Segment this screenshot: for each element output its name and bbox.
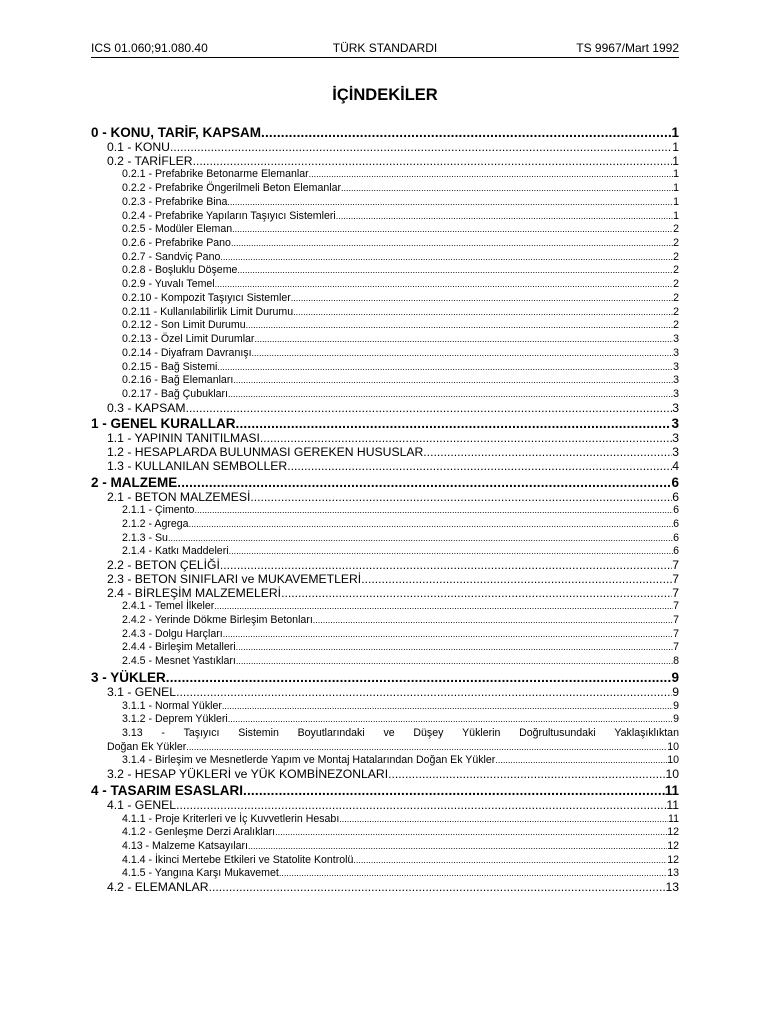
toc-entry-label: 0.2.7 - Sandviç Pano [122, 250, 221, 263]
toc-page-number: 12 [667, 840, 679, 852]
toc-leader-dots [236, 655, 673, 669]
toc-entry-label: 1.1 - YAPININ TANITILMASI [107, 431, 260, 446]
toc-page-number: 6 [673, 545, 679, 558]
toc-page-number: 7 [672, 558, 679, 573]
toc-entry[interactable] [91, 223, 679, 237]
toc-page-number: 11 [666, 797, 679, 812]
toc-leader-dots [232, 223, 673, 237]
toc-entry-label: 0 - KONU, TARİF, KAPSAM [91, 125, 262, 140]
toc-entry-label: Doğan Ek Yükler [107, 740, 187, 753]
toc-page-number: 2 [673, 319, 679, 332]
table-of-contents [91, 124, 679, 895]
toc-entry[interactable] [91, 754, 679, 768]
toc-leader-dots [176, 799, 666, 813]
toc-page-number: 9 [671, 669, 679, 685]
toc-leader-dots [189, 518, 674, 532]
toc-entry[interactable] [91, 587, 679, 601]
toc-entry-label: 0.3 - KAPSAM [107, 400, 186, 415]
toc-entry[interactable] [91, 628, 679, 642]
toc-entry-label: 2.4.3 - Dolgu Harçları [122, 627, 223, 640]
toc-page-number: 1 [673, 195, 679, 208]
toc-entry[interactable] [91, 854, 679, 868]
toc-entry-label: 4 - TASARIM ESASLARI [91, 782, 244, 798]
toc-entry[interactable] [91, 813, 679, 827]
toc-entry[interactable] [91, 518, 679, 532]
toc-page-number: 2 [673, 305, 679, 318]
toc-page-number: 11 [664, 782, 679, 798]
toc-entry-label: 2.1 - BETON MALZEMESİ [107, 489, 251, 504]
toc-entry-label: 2.1.1 - Çimento [122, 504, 195, 517]
toc-entry-word: Taşıyıcı [183, 727, 220, 740]
toc-entry-label: 2.4 - BİRLEŞİM MALZEMELERİ [107, 585, 282, 600]
toc-leader-dots [293, 306, 673, 320]
toc-entry-label: 4.1.4 - İkinci Mertebe Etkileri ve Statolite Kontrolü [122, 853, 354, 866]
toc-page-number: 2 [673, 237, 679, 250]
toc-leader-dots [388, 768, 665, 782]
toc-page-number: 13 [667, 867, 679, 880]
toc-leader-dots [168, 532, 673, 546]
toc-entry[interactable] [91, 168, 679, 182]
toc-page-number: 6 [673, 504, 679, 517]
toc-page-number: 1 [673, 209, 679, 222]
header-rule [91, 57, 679, 58]
toc-entry-label: 2.4.1 - Temel İlkeler [122, 600, 215, 613]
toc-leader-dots [353, 854, 667, 868]
toc-leader-dots [228, 713, 673, 727]
toc-entry-label: 4.1.1 - Proje Kriterleri ve İç Kuvvetlerin Hesabı [122, 812, 340, 825]
toc-entry[interactable] [91, 264, 679, 278]
toc-leader-dots [236, 415, 672, 432]
toc-page-number: 1 [672, 140, 679, 154]
toc-page-number: 8 [673, 655, 679, 668]
toc-leader-dots [261, 124, 671, 141]
toc-entry-label: 0.2.11 - Kullanılabilirlik Limit Durumu [122, 305, 294, 318]
toc-page-number: 12 [667, 853, 679, 866]
toc-leader-dots [243, 782, 665, 799]
toc-entry[interactable] [91, 686, 679, 700]
standard-name: TÜRK STANDARDI [332, 41, 438, 55]
toc-entry[interactable] [91, 669, 679, 686]
toc-entry-label: 2.2 - BETON ÇELİĞİ [107, 558, 220, 573]
toc-entry-label: 4.1.5 - Yangına Karşı Mukavemet [122, 867, 279, 880]
toc-entry[interactable] [91, 402, 679, 416]
toc-entry[interactable] [91, 388, 679, 402]
toc-page-number: 6 [673, 517, 679, 530]
toc-entry[interactable] [91, 573, 679, 587]
toc-entry[interactable] [91, 237, 679, 251]
toc-leader-dots [495, 754, 667, 768]
toc-page-number: 3 [673, 387, 679, 400]
toc-entry-line-2 [107, 741, 679, 755]
toc-entry-label: 1.2 - HESAPLARDA BULUNMASI GEREKEN HUSUSLAR [107, 445, 424, 460]
toc-page-number: 7 [673, 641, 679, 654]
toc-page-number: 6 [672, 489, 679, 504]
toc-entry[interactable] [91, 881, 679, 895]
toc-entry-label: 0.2.2 - Prefabrike Öngerilmeli Beton Elemanlar [122, 182, 342, 195]
toc-entry-word: ve [383, 727, 395, 740]
toc-page-number: 2 [673, 223, 679, 236]
toc-leader-dots [228, 388, 673, 402]
toc-entry-line-1 [107, 727, 679, 741]
toc-leader-dots [193, 155, 673, 169]
toc-entry[interactable] [91, 251, 679, 265]
toc-leader-dots [220, 251, 673, 265]
toc-page-number: 3 [673, 333, 679, 346]
toc-entry[interactable] [91, 474, 679, 491]
toc-leader-dots [209, 881, 666, 895]
toc-entry[interactable] [91, 655, 679, 669]
toc-entry[interactable] [91, 141, 679, 155]
toc-page-number: 7 [673, 600, 679, 613]
toc-leader-dots [246, 319, 673, 333]
toc-entry-label: 4.13 - Malzeme Katsayıları [122, 840, 248, 852]
toc-page-number: 9 [672, 684, 679, 699]
toc-entry-word: Doğrultusundaki [519, 727, 596, 740]
toc-leader-dots [254, 333, 673, 347]
toc-leader-dots [215, 278, 673, 292]
toc-leader-dots [260, 432, 672, 446]
toc-entry[interactable] [91, 713, 679, 727]
toc-entry[interactable] [91, 319, 679, 333]
toc-entry-label: 0.2.13 - Özel Limit Durumlar [122, 333, 255, 346]
toc-page-number: 10 [665, 767, 679, 782]
page-header [91, 41, 679, 57]
toc-entry[interactable] [91, 292, 679, 306]
toc-entry-label: 0.2 - TARİFLER [107, 153, 193, 168]
toc-page-number: 11 [668, 812, 679, 825]
toc-entry[interactable] [91, 641, 679, 655]
toc-leader-dots [223, 628, 673, 642]
toc-page-number: 3 [673, 360, 679, 373]
toc-entry[interactable] [91, 124, 679, 141]
toc-leader-dots [237, 264, 673, 278]
toc-entry-word: - [161, 727, 165, 740]
toc-page-number: 6 [673, 531, 679, 544]
toc-page-number: 7 [672, 571, 679, 586]
toc-entry[interactable] [91, 768, 679, 782]
toc-page-number: 1 [671, 125, 679, 140]
toc-leader-dots [250, 491, 672, 505]
toc-page-number: 3 [673, 374, 679, 387]
toc-entry[interactable] [91, 278, 679, 292]
toc-entry-label: 3.1.1 - Normal Yükler [122, 699, 222, 712]
toc-leader-dots [281, 587, 672, 601]
toc-leader-dots [227, 196, 673, 210]
toc-entry-label: 3.2 - HESAP YÜKLERİ ve YÜK KOMBİNEZONLARI [107, 767, 389, 782]
toc-leader-dots [361, 573, 672, 587]
page-title: İÇİNDEKİLER [332, 86, 438, 104]
toc-entry[interactable] [91, 782, 679, 799]
toc-page-number: 3 [672, 445, 679, 460]
toc-leader-dots [222, 700, 673, 714]
toc-leader-dots [313, 614, 673, 628]
toc-page-number: 3 [672, 431, 679, 446]
toc-entry-label: 2.3 - BETON SINIFLARI ve MUKAVEMETLERİ [107, 571, 362, 586]
toc-entry[interactable] [91, 306, 679, 320]
toc-entry[interactable] [91, 867, 679, 881]
toc-leader-dots [177, 474, 671, 491]
toc-leader-dots [220, 559, 672, 573]
toc-entry[interactable] [91, 210, 679, 224]
toc-entry-word: 3.13 [122, 727, 143, 740]
toc-page-number: 1 [673, 168, 679, 181]
toc-entry[interactable] [91, 196, 679, 210]
toc-entry[interactable] [91, 491, 679, 505]
toc-page-number: 3 [673, 346, 679, 359]
toc-entry-label: 0.2.10 - Kompozit Taşıyıcı Sistemler [122, 291, 291, 304]
toc-leader-dots [194, 504, 673, 518]
toc-leader-dots [186, 741, 667, 755]
toc-entry[interactable] [91, 446, 679, 460]
toc-leader-dots [341, 182, 673, 196]
toc-entry[interactable] [91, 460, 679, 474]
toc-entry-label: 0.2.17 - Bağ Çubukları [122, 387, 228, 400]
toc-entry-word: Boyutlarındaki [297, 727, 365, 740]
toc-leader-dots [229, 545, 674, 559]
toc-entry-label: 0.2.3 - Prefabrike Bina [122, 195, 228, 208]
toc-entry-label: 0.2.5 - Modüler Eleman [122, 223, 233, 236]
toc-entry[interactable] [91, 614, 679, 628]
toc-entry[interactable] [91, 361, 679, 375]
toc-entry-label: 4.2 - ELEMANLAR [107, 880, 209, 895]
toc-leader-dots [233, 374, 673, 388]
toc-entry-label: 2.4.2 - Yerinde Dökme Birleşim Betonları [122, 614, 313, 626]
toc-entry[interactable] [91, 799, 679, 813]
toc-page-number: 7 [672, 585, 679, 600]
toc-entry-label: 0.2.8 - Boşluklu Döşeme [122, 264, 238, 277]
toc-entry-label: 2.1.4 - Katkı Maddeleri [122, 545, 229, 558]
toc-entry[interactable] [91, 347, 679, 361]
toc-entry-label: 3 - YÜKLER [91, 669, 166, 685]
toc-page-number: 7 [673, 614, 679, 626]
toc-leader-dots [423, 446, 672, 460]
toc-entry-word: Yaklaşıklıktan [614, 727, 679, 740]
toc-entry-label: 0.2.1 - Prefabrike Betonarme Elemanlar [122, 168, 309, 181]
toc-page-number: 9 [673, 699, 679, 712]
toc-leader-dots [170, 141, 672, 155]
toc-leader-dots [275, 826, 667, 840]
toc-page-number: 4 [672, 458, 679, 473]
toc-page-number: 3 [671, 416, 679, 432]
toc-entry-label: 2.4.5 - Mesnet Yastıkları [122, 655, 236, 668]
toc-entry[interactable] [91, 840, 679, 854]
toc-page-number: 9 [673, 713, 679, 726]
toc-entry-label: 4.1.2 - Genleşme Derzi Aralıkları [122, 826, 276, 839]
toc-entry[interactable] [91, 532, 679, 546]
toc-leader-dots [166, 669, 672, 686]
toc-entry-label: 2 - MALZEME [91, 474, 178, 490]
toc-leader-dots [339, 813, 668, 827]
toc-entry-word: Sistemin [238, 727, 279, 740]
toc-entry-label: 1.3 - KULLANILAN SEMBOLLER [107, 458, 288, 473]
toc-entry-word: Yüklerin [462, 727, 501, 740]
toc-leader-dots [186, 402, 673, 416]
toc-page-number: 12 [667, 826, 679, 839]
toc-entry[interactable] [91, 700, 679, 714]
toc-entry[interactable] [91, 155, 679, 169]
toc-entry-label: 4.1 - GENEL [107, 797, 177, 812]
ics-code: ICS 01.060;91.080.40 [91, 41, 208, 55]
toc-entry-label: 0.2.14 - Diyafram Davranışı [122, 346, 252, 359]
toc-leader-dots [279, 867, 667, 881]
toc-entry-label: 3.1 - GENEL [107, 684, 177, 699]
toc-entry-label: 3.1.2 - Deprem Yükleri [122, 713, 228, 726]
toc-entry[interactable] [91, 415, 679, 432]
toc-leader-dots [231, 237, 673, 251]
toc-entry-label: 2.1.2 - Agrega [122, 517, 189, 530]
toc-page-number: 10 [667, 740, 679, 753]
toc-leader-dots [336, 210, 673, 224]
toc-entry-label: 0.1 - KONU [107, 140, 170, 154]
toc-leader-dots [252, 347, 674, 361]
toc-entry[interactable] [91, 504, 679, 518]
toc-entry-wrapped[interactable] [91, 727, 679, 754]
toc-leader-dots [291, 292, 673, 306]
toc-page-number: 2 [673, 264, 679, 277]
toc-entry-word: Düşey [413, 727, 444, 740]
toc-entry-label: 2.1.3 - Su [122, 531, 168, 544]
toc-entry-label: 0.2.4 - Prefabrike Yapıların Taşıyıcı Sistemleri [122, 209, 336, 222]
toc-leader-dots [309, 168, 673, 182]
toc-entry[interactable] [91, 432, 679, 446]
toc-page-number: 3 [672, 400, 679, 415]
toc-entry[interactable] [91, 600, 679, 614]
toc-page-number: 7 [673, 627, 679, 640]
toc-entry[interactable] [91, 333, 679, 347]
toc-page-number: 13 [665, 880, 679, 895]
toc-leader-dots [248, 840, 667, 854]
toc-leader-dots [236, 641, 673, 655]
toc-leader-dots [176, 686, 672, 700]
toc-entry-label: 0.2.9 - Yuvalı Temel [122, 278, 215, 291]
toc-entry[interactable] [91, 826, 679, 840]
toc-leader-dots [287, 460, 672, 474]
toc-page-number: 6 [671, 474, 679, 490]
toc-entry-label: 2.4.4 - Birleşim Metalleri [122, 641, 236, 654]
toc-leader-dots [214, 600, 673, 614]
toc-leader-dots [217, 361, 673, 375]
toc-page-number: 1 [673, 182, 679, 195]
toc-page-number: 2 [673, 278, 679, 291]
toc-entry[interactable] [91, 374, 679, 388]
standard-number: TS 9967/Mart 1992 [576, 41, 679, 55]
toc-entry[interactable] [91, 559, 679, 573]
toc-page-number: 2 [673, 291, 679, 304]
toc-entry-label: 0.2.6 - Prefabrike Pano [122, 237, 231, 250]
toc-entry-label: 0.2.16 - Bağ Elemanları [122, 374, 234, 387]
toc-entry-label: 0.2.12 - Son Limit Durumu [122, 319, 246, 332]
toc-page-number: 2 [673, 250, 679, 263]
toc-page-number: 1 [672, 153, 679, 168]
toc-entry-label: 1 - GENEL KURALLAR [91, 416, 236, 432]
toc-entry[interactable] [91, 182, 679, 196]
toc-page-number: 10 [667, 754, 679, 767]
toc-entry-label: 0.2.15 - Bağ Sistemi [122, 360, 218, 373]
toc-entry-label: 3.1.4 - Birleşim ve Mesnetlerde Yapım ve Montaj Hatalarından Doğan Ek Yükler [122, 754, 496, 767]
